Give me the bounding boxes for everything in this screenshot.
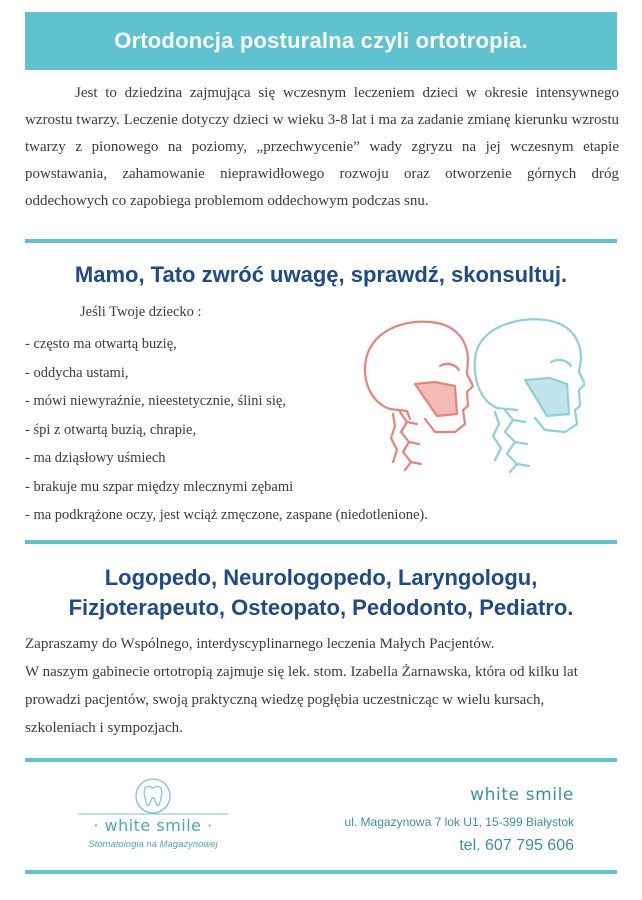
brand-name: white smile <box>470 785 574 805</box>
tooth-logo-icon <box>78 776 228 818</box>
section-heading-specialists <box>0 563 642 623</box>
title-banner <box>25 12 617 70</box>
skull-profile-red-icon <box>365 322 473 470</box>
invitation-paragraph: Zapraszamy do Wspólnego, interdyscyplinarnego leczenia Małych Pacjentów. <box>25 636 495 652</box>
address: ul. Magazynowa 7 lok U1, 15-399 Białystok <box>344 815 574 829</box>
logo-subtitle: Stomatologia na Magazynowej <box>88 839 218 850</box>
list-item: - ma podkrążone oczy, jest wciąż zmęczone, zaspane (niedotlenione). <box>25 507 428 523</box>
section-heading-parents: Mamo, Tato zwróć uwagę, sprawdź, skonsultuj. <box>74 262 568 287</box>
divider <box>25 758 617 762</box>
phone[interactable]: tel. 607 795 606 <box>459 837 574 854</box>
skull-illustration <box>355 314 585 474</box>
page-title: Ortodoncja posturalna czyli ortotropia. <box>114 28 528 53</box>
clinic-logo <box>78 776 228 861</box>
contact-block <box>345 785 574 855</box>
list-item: - ma dziąsłowy uśmiech <box>25 450 166 466</box>
heading-line: Fizjoterapeuto, Osteopato, Pedodonto, Pediatro. <box>68 595 574 620</box>
invitation-text <box>25 630 615 742</box>
symptoms-lead: Jeśli Twoje dziecko : <box>80 304 202 320</box>
divider <box>25 870 617 874</box>
list-item: - oddycha ustami, <box>25 364 129 381</box>
logo-name: · white smile · <box>93 816 213 835</box>
skull-profile-blue-icon <box>475 319 585 472</box>
list-item: - mówi niewyraźnie, nieestetycznie, ślini się, <box>25 393 286 409</box>
divider <box>25 540 617 544</box>
list-item: - śpi z otwartą buzią, chrapie, <box>25 421 197 438</box>
intro-paragraph: Jest to dziedzina zajmująca się wczesnym leczeniem dzieci w okresie intensywnego wzrostu twarzy. Leczenie dotyczy dzieci w wieku 3-8 lat i ma za zadanie zmianę kierunku wzrostu twarzy z pionowego na poziomy, „przechwycenie” wady zgryzu na jej wczesnym etapie powstawania, zahamowanie nieprawidłowego rozwoju oraz otworzenie górnych dróg oddechowych co zapobiega problemom oddechowym podczas snu. <box>25 85 619 209</box>
heading-line: Logopedo, Neurologopedo, Laryngologu, <box>104 565 538 590</box>
list-item: - brakuje mu szpar między mlecznymi zębami <box>25 478 294 495</box>
divider <box>25 239 617 243</box>
list-item: - często ma otwartą buzię, <box>25 336 177 352</box>
doctor-paragraph: W naszym gabinecie ortotropią zajmuje się lek. stom. Izabella Żarnawska, która od kilku lat prowadzi pacjentów, swoją praktyczną wiedzę pogłębia uczestnicząc w wielu kursach, szkoleniach i sympozjach. <box>25 664 578 736</box>
